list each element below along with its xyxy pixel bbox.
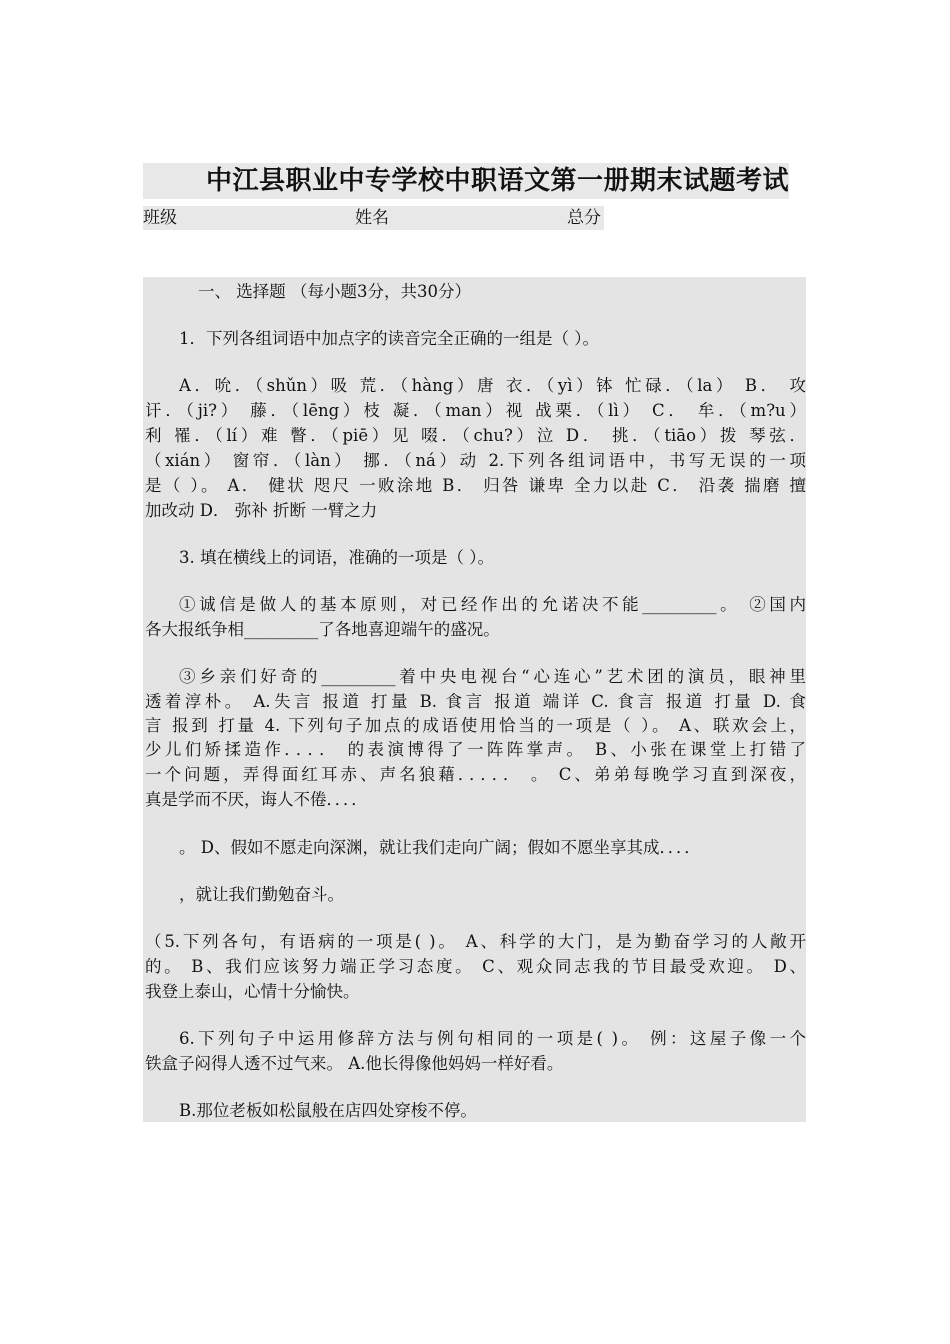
question-line: ③乡亲们好奇的_________着中央电视台“心连心”艺术团的演员，眼神里 [179,667,806,686]
score-label: 总分 [567,208,601,228]
question-line: 是（ ）。 A． 健状 咫尺 一败涂地 B． 归咎 谦卑 全力以赴 C． 沿袭 揣磨 擅 [145,476,806,495]
question-line: 铁盒子闷得人透不过气来。 A.他长得像他妈妈一样好看。 [145,1054,564,1073]
question-line: 利 罹．（lí）难 瞥．（piē）见 啜．（chu?）泣 D． 挑．（tiāo）拨 琴弦． [145,426,806,445]
question-line: 。 D、假如不愿走向深渊，就让我们走向广阔；假如不愿坐享其成．．．． [179,838,701,857]
question-5: （5.下列各句，有语病的一项是( )。 A、科学的大门，是为勤奋学习的人敞开 [145,932,806,951]
question-line: ，就让我们勤勉奋斗。 [179,885,344,904]
question-line: 少儿们矫揉造作．．．． 的表演博得了一阵阵掌声。 B、小张在课堂上打错了 [145,740,806,759]
section-heading: 一、 选择题 （每小题3分，共30分） [198,282,471,301]
name-label: 姓名 [355,208,389,228]
question-line: 加改动 D． 弥补 折断 一臂之力 [145,501,378,520]
question-line: （xián） 窗帘．（làn） 挪．（ná）动 2.下列各组词语中，书写无误的一项 [145,451,806,470]
question-line: 各大报纸争相_________了各地喜迎端午的盛况。 [145,620,500,639]
question-line: 真是学而不厌，诲人不倦．．．． [145,790,368,809]
question-line: 的。 B、我们应该努力端正学习态度。 C、观众同志我的节目最受欢迎。 D、 [145,957,806,976]
question-1: 1．下列各组词语中加点字的读音完全正确的一组是（ ）。 [179,329,599,348]
exam-content [143,277,806,1122]
class-label: 班级 [143,208,177,228]
student-info-row [143,206,604,230]
question-line: 讦．（ji?） 藤．（lēng）枝 凝．（man）视 战栗．（lì） C． 牟．（m?u） [145,401,806,420]
question-line: 透着淳朴。 A.失言 报道 打量 B. 食言 报道 端详 C. 食言 报道 打量 D. 食 [145,692,806,711]
question-3: 3. 填在横线上的词语，准确的一项是（ ）。 [179,548,494,567]
question-line: ①诚信是做人的基本原则，对已经作出的允诺决不能_________。 ②国内 [179,595,806,614]
question-6: 6.下列句子中运用修辞方法与例句相同的一项是( )。 例：这屋子像一个 [179,1029,806,1048]
question-line: 一个问题，弄得面红耳赤、声名狼藉．．．．． 。 C、弟弟每晚学习直到深夜， [145,765,806,784]
question-line: 言 报到 打量 4. 下列句子加点的成语使用恰当的一项是（ ）。 A、联欢会上， [145,716,806,735]
document-title: 中江县职业中专学校中职语文第一册期末试题考试 [143,163,789,199]
question-line: B.那位老板如松鼠般在店四处穿梭不停。 [179,1101,477,1120]
question-line: 我登上泰山，心情十分愉快。 [145,982,360,1001]
question-line: A．吮．（shǔn）吸 荒．（hàng）唐 衣．（yì）钵 忙碌．（la） B． 攻 [179,376,806,395]
